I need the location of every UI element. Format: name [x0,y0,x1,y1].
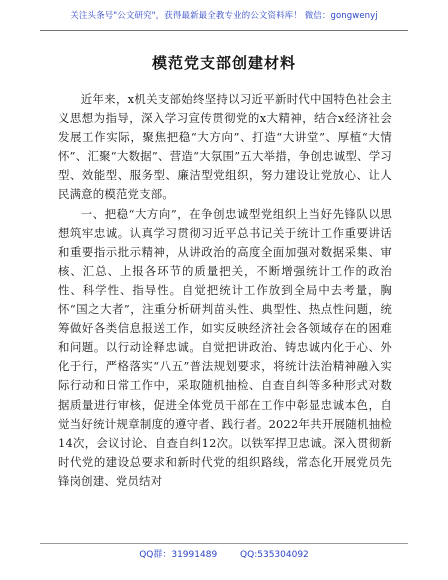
footer-qq-contact: QQ:535304092 [240,550,309,560]
paragraph-section-one: 一、把稳“大方向”，在争创忠诚型党组织上当好先锋队以思想筑牢忠诚。认真学习贯彻习近平总书记关于统计工作重要讲话和重要指示批示精神，从讲政治的高度全面加强对数据采集、审核、汇总、上报各环节的质量把关，不断增强统计工作的政治性、科学性、指导性。自觉把统计工作放到全局中去考量，胸怀“国之大者”，注重分析研判苗头性、典型性、热点性问题，统筹做好各类信息报送工作，如实反映经济社会各领域存在的困难和问题。以行动诠释忠诚。自觉把讲政治、铸忠诚内化于心、外化于行，严格落实“八五”普法规划要求，将统计法治精神融入实际行动和日常工作中，采取随机抽检、自查自纠等多种形式对数据质量进行审核，促进全体党员干部在工作中彰显忠诚本色，自觉当好统计规章制度的遵守者、践行者。2022年共开展随机抽检14次，会议讨论、自查自纠12次。以铁军捍卫忠诚。深入贯彻新时代党的建设总要求和新时代党的组织路线，常态化开展党员先锋岗创建、党员结对 [58,206,392,488]
promo-banner: 关注头条号"公文研究"，获得最新最全教专业的公文资料库！ 微信：gongwenyj [70,11,378,21]
footer-qq-group: QQ群：31991489 [139,550,218,560]
document-body [58,90,392,491]
footer [0,547,448,560]
footer-divider [40,543,408,544]
document-title: 模范党支部创建材料 [151,54,296,72]
header-divider [40,30,408,31]
paragraph-intro: 近年来，x机关支部始终坚持以习近平新时代中国特色社会主义思想为指导，深入学习宣传贯彻党的x大精神，结合x经济社会发展工作实际，聚焦把稳“大方向”、打造“大讲堂”、厚植“大情怀”、汇聚“大数据”、营造“大氛围”五大举措，争创忠诚型、学习型、效能型、服务型、廉洁型党组织，努力建设让党放心、让人民满意的模范党支部。 [58,92,392,202]
